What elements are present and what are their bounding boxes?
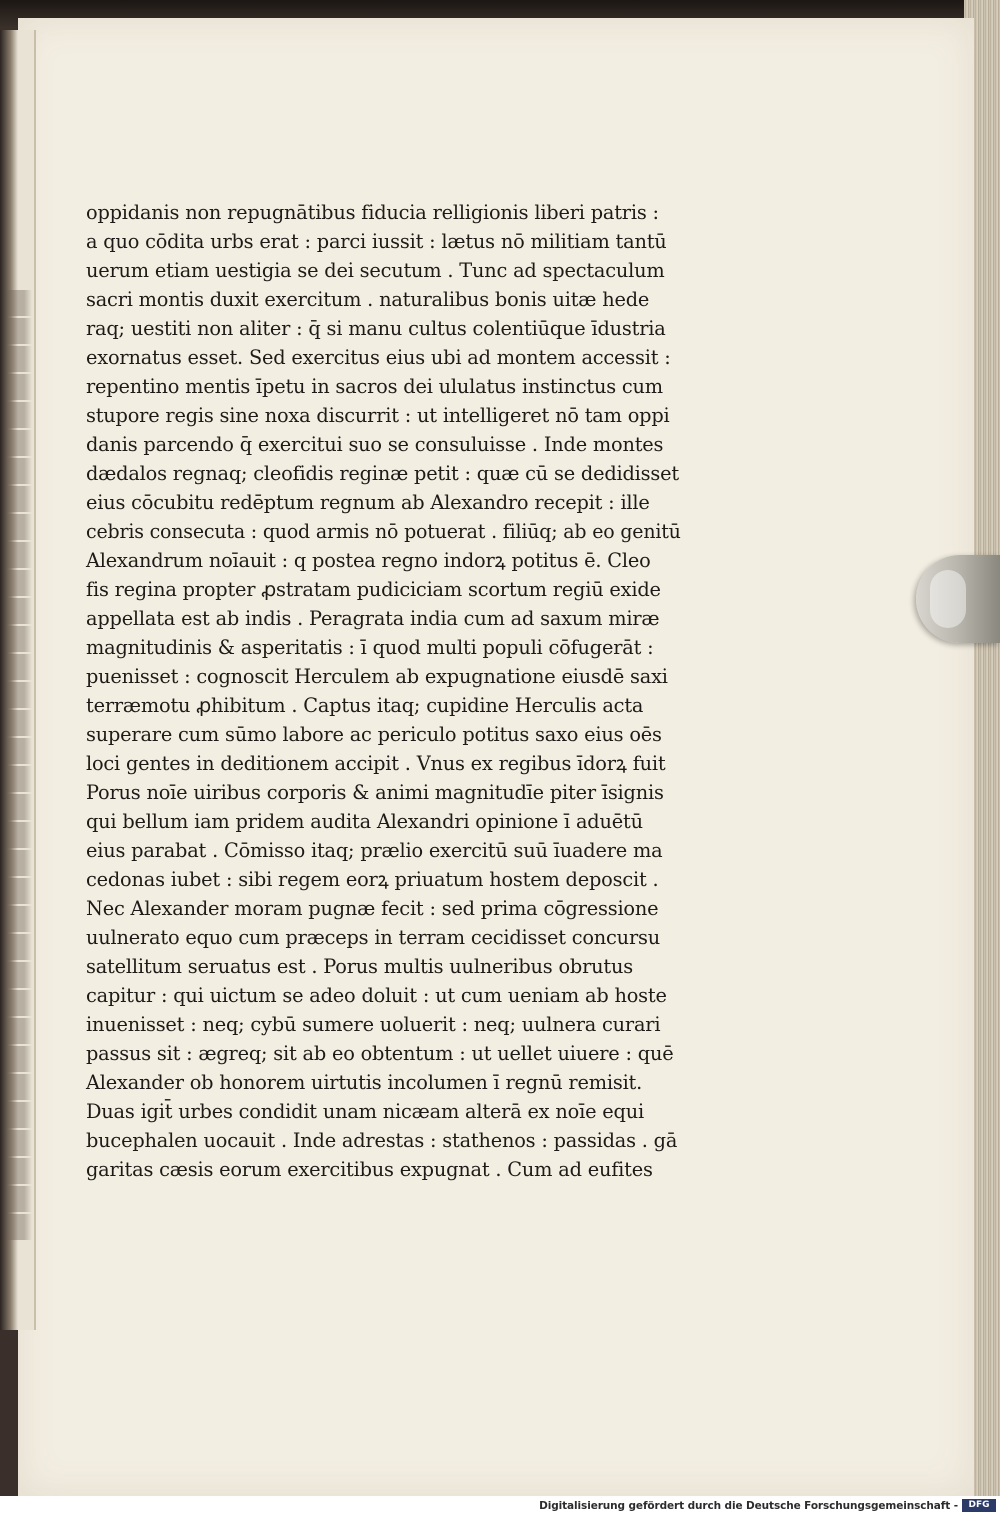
facing-text-stripe xyxy=(6,1186,32,1212)
funding-credit: Digitalisierung gefördert durch die Deutsche Forschungsgemeinschaft - xyxy=(539,1500,958,1512)
facing-text-stripe xyxy=(6,822,32,848)
text-line: Alexandrum noīauit : q postea regno indorꝝ potitus ē. Cleo xyxy=(86,549,651,572)
text-line: magnitudinis & asperitatis : ī quod multi populi cōfugerāt : xyxy=(86,636,654,659)
text-line: a quo cōdita urbs erat : parci iussit : lætus nō militiam tantū xyxy=(86,230,667,253)
facing-text-stripe xyxy=(6,514,32,540)
facing-text-stripe xyxy=(6,962,32,988)
facing-text-stripe xyxy=(6,738,32,764)
text-line: oppidanis non repugnātibus fiducia relligionis liberi patris : xyxy=(86,201,659,224)
facing-text-stripe xyxy=(6,374,32,400)
text-line: cebris consecuta : quod armis nō potuerat . filiūq; ab eo genitū xyxy=(86,520,681,543)
facing-text-stripe xyxy=(6,486,32,512)
facing-page-text xyxy=(6,290,32,1290)
facing-text-stripe xyxy=(6,682,32,708)
facing-text-stripe xyxy=(6,850,32,876)
text-line: stupore regis sine noxa discurrit : ut intelligeret nō tam oppi xyxy=(86,404,670,427)
facing-text-stripe xyxy=(6,1214,32,1240)
text-line: dædalos regnaq; cleofidis reginæ petit : quæ cū se dedidisset xyxy=(86,462,679,485)
facing-text-stripe xyxy=(6,542,32,568)
facing-text-stripe xyxy=(6,402,32,428)
text-line: inuenisset : neq; cybū sumere uoluerit : neq; uulnera curari xyxy=(86,1013,661,1036)
dfg-logo: DFG xyxy=(962,1499,996,1512)
text-line: danis parcendo q̄ exercitui suo se consuluisse . Inde montes xyxy=(86,433,664,456)
facing-text-stripe xyxy=(6,318,32,344)
text-line: puenisset : cognoscit Herculem ab expugnatione eiusdē saxi xyxy=(86,665,668,688)
text-line: garitas cæsis eorum exercitibus expugnat . Cum ad eufites xyxy=(86,1158,653,1181)
facing-text-stripe xyxy=(6,626,32,652)
facing-text-stripe xyxy=(6,458,32,484)
facing-text-stripe xyxy=(6,990,32,1016)
facing-text-stripe xyxy=(6,1074,32,1100)
text-line: terræmotu ꝓhibitum . Captus itaq; cupidine Herculis acta xyxy=(86,694,644,717)
facing-text-stripe xyxy=(6,710,32,736)
facing-text-stripe xyxy=(6,654,32,680)
text-line: Duas igit̄ urbes condidit unam nicæam alterā ex noīe equi xyxy=(86,1100,644,1123)
facing-text-stripe xyxy=(6,290,32,316)
bookmark-clip-shine xyxy=(930,570,966,628)
facing-text-stripe xyxy=(6,1018,32,1044)
facing-text-stripe xyxy=(6,1130,32,1156)
text-line: superare cum sūmo labore ac periculo potitus saxo eius oēs xyxy=(86,723,662,746)
text-line: raq; uestiti non aliter : q̄ si manu cultus colentiūque īdustria xyxy=(86,317,666,340)
text-line: appellata est ab indis . Peragrata india cum ad saxum miræ xyxy=(86,607,660,630)
text-line: cedonas iubet : sibi regem eorꝝ priuatum hostem deposcit . xyxy=(86,868,659,891)
text-line: fis regina propter ꝓstratam pudiciciam scortum regiū exide xyxy=(86,578,661,601)
facing-text-stripe xyxy=(6,906,32,932)
text-line: eius parabat . Cōmisso itaq; prælio exercitū suū īuadere ma xyxy=(86,839,663,862)
text-line: Alexander ob honorem uirtutis incolumen ī regnū remisit. xyxy=(86,1071,643,1094)
facing-text-stripe xyxy=(6,598,32,624)
facing-text-stripe xyxy=(6,934,32,960)
text-line: bucephalen uocauit . Inde adrestas : stathenos : passidas . gā xyxy=(86,1129,678,1152)
facing-text-stripe xyxy=(6,794,32,820)
text-line: capitur : qui uictum se adeo doluit : ut cum ueniam ab hoste xyxy=(86,984,667,1007)
facing-text-stripe xyxy=(6,430,32,456)
text-line: eius cōcubitu redēptum regnum ab Alexandro recepit : ille xyxy=(86,491,650,514)
text-block xyxy=(86,198,686,1184)
facing-text-stripe xyxy=(6,878,32,904)
facing-text-stripe xyxy=(6,1158,32,1184)
text-line: exornatus esset. Sed exercitus eius ubi ad montem accessit : xyxy=(86,346,671,369)
text-line: Porus noīe uiribus corporis & animi magnitudīe piter īsignis xyxy=(86,781,664,804)
facing-text-stripe xyxy=(6,570,32,596)
text-line: Nec Alexander moram pugnæ fecit : sed prima cōgressione xyxy=(86,897,659,920)
facing-text-stripe xyxy=(6,1102,32,1128)
text-line: uulnerato equo cum præceps in terram cecidisset concursu xyxy=(86,926,660,949)
text-line: qui bellum iam pridem audita Alexandri opinione ī aduētū xyxy=(86,810,643,833)
facing-text-stripe xyxy=(6,1046,32,1072)
text-line: uerum etiam uestigia se dei secutum . Tunc ad spectaculum xyxy=(86,259,665,282)
text-line: passus sit : ægreq; sit ab eo obtentum : ut uellet uiuere : quē xyxy=(86,1042,674,1065)
text-line: sacri montis duxit exercitum . naturalibus bonis uitæ hede xyxy=(86,288,650,311)
facing-text-stripe xyxy=(6,766,32,792)
text-line: repentino mentis īpetu in sacros dei ululatus instinctus cum xyxy=(86,375,663,398)
facing-text-stripe xyxy=(6,346,32,372)
text-line: loci gentes in deditionem accipit . Vnus ex regibus īdorꝝ fuit xyxy=(86,752,666,775)
text-line: satellitum seruatus est . Porus multis uulneribus obrutus xyxy=(86,955,633,978)
